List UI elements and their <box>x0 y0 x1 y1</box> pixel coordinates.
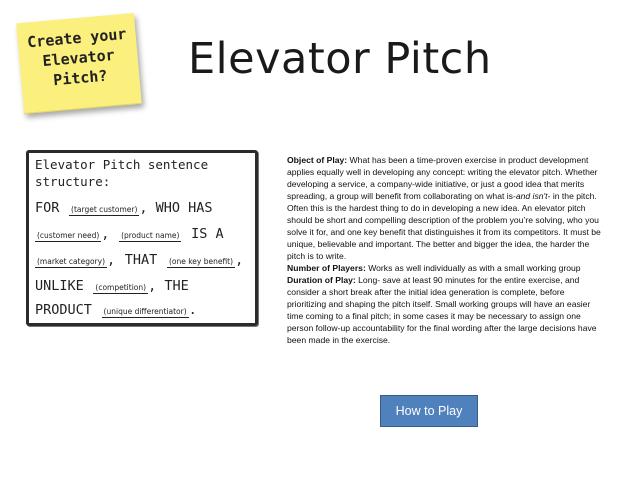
sketch-the: , THE <box>148 278 189 294</box>
object-label: Object of Play: <box>287 155 348 165</box>
sketch-row-1 <box>35 197 213 216</box>
description-text <box>287 154 603 346</box>
sketch-comma: , <box>101 226 110 242</box>
sketch-is-a: IS A <box>191 226 224 242</box>
duration-label: Duration of Play: <box>287 275 356 285</box>
sketch-that: THAT <box>124 252 158 268</box>
sketch-unique-differentiator: (unique differentiator) <box>103 307 187 316</box>
sketch-comma-3: , <box>235 252 244 268</box>
sketch-key-benefit: (one key benefit) <box>168 257 234 266</box>
object-text-c: Often this is the hardest thing to do in developing a new idea. An elevator pitch should be short and compelling description of the problem you’re solving, who you solve it for, and one key benefit that distinguishes it from its competitors. It must be unique, believable and important. The better and bigger the idea, the harder the pitch is to write. <box>287 203 601 261</box>
sketch-customer-need: (customer need) <box>37 231 100 240</box>
object-of-play <box>287 154 603 202</box>
sketch-product-name: (product name) <box>121 231 180 240</box>
sticky-note <box>16 13 141 114</box>
sketch-row-5 <box>35 299 197 318</box>
sketch-target-customer: (target customer) <box>71 205 138 214</box>
page-title: Elevator Pitch <box>188 34 492 84</box>
players-text: Works as well individually as with a small working group <box>365 263 581 273</box>
number-of-players <box>287 262 603 274</box>
sketch-comma-2: , <box>107 252 116 268</box>
sticky-note-text: Create your Elevator Pitch? <box>26 24 128 90</box>
sketch-row-2 <box>35 223 224 242</box>
sketch-market-category: (market category) <box>37 257 105 266</box>
sketch-period: . <box>188 302 197 318</box>
sketch-heading-2: structure: <box>35 174 111 189</box>
object-italic: and isn't <box>515 191 548 201</box>
sketch-heading-1: Elevator Pitch sentence <box>35 157 209 172</box>
how-to-play-button[interactable]: How to Play <box>380 395 478 427</box>
players-label: Number of Players: <box>287 263 366 273</box>
sketch-competition: (competition) <box>95 283 147 292</box>
sketch-who-has: , WHO HAS <box>139 200 213 216</box>
object-text-a: What has been a time-proven exercise in product development applies equally well in developing any concept: writing the elevator pitch. Whether developing a service, a company-wide initiative, or just a good idea that merits spreading, a group will benefit from collaborating on what is- <box>287 155 598 201</box>
object-text-b: - in the pitch. <box>547 191 597 201</box>
sketch-row-3 <box>35 249 243 268</box>
sketch-row-4 <box>35 275 189 294</box>
sketch-product: PRODUCT <box>35 302 92 318</box>
pitch-structure-sketch <box>26 150 258 326</box>
sketch-unlike: UNLIKE <box>35 278 84 294</box>
duration-text: Long- save at least 90 minutes for the entire exercise, and consider a short break after the initial idea generation is complete, before prioritizing and shaping the pitch itself. Small working groups will have an easier time coming to a final pitch; in some cases it may be necessary to assign one person follow-up accountability for the final wording after the large decisions have been made in the exercise. <box>287 275 597 345</box>
sketch-for: FOR <box>35 200 60 216</box>
duration-of-play <box>287 274 603 346</box>
